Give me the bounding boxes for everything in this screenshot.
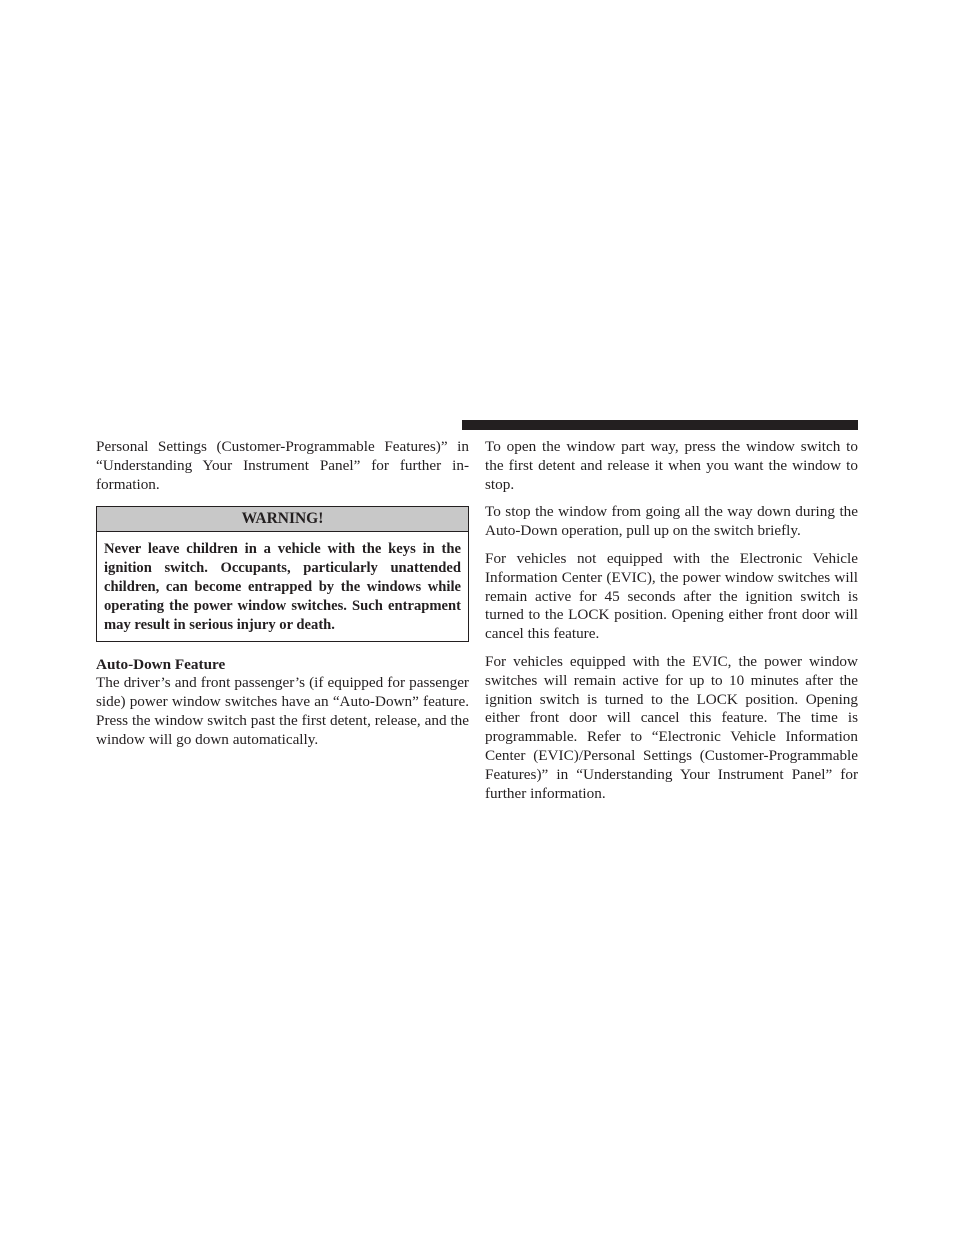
auto-down-paragraph: The driver’s and front passenger’s (if equipped for passenger side) power window switches have an “Auto-Down” feature. Press the window switch past the first detent, release, and the window will go down automatically. xyxy=(96,674,469,748)
section-header-bar xyxy=(462,420,858,430)
section-heading-auto-down: Auto-Down Feature xyxy=(96,656,226,674)
right-column xyxy=(485,438,858,812)
left-column xyxy=(96,438,469,759)
intro-paragraph: Personal Settings (Customer-Programmable Features)” in “Understanding Your Instrument Panel” for further information. xyxy=(96,438,469,493)
warning-title: WARNING! xyxy=(97,507,468,532)
warning-box xyxy=(96,506,469,642)
paragraph-open-part-way: To open the window part way, press the window switch to the first detent and release it when you want the window to stop. xyxy=(485,438,858,493)
warning-body: Never leave children in a vehicle with the keys in the ignition switch. Occupants, particularly unattended children, can become entrapped by the windows while operating the power window switches. Such entrapment may result in serious injury or death. xyxy=(104,541,461,634)
paragraph-no-evic: For vehicles not equipped with the Electronic Vehicle Information Center (EVIC), the power window switches will remain active for 45 seconds after the ignition switch is turned to the LOCK position. Opening either front door will cancel this feature. xyxy=(485,549,858,643)
paragraph-with-evic: For vehicles equipped with the EVIC, the power window switches will remain active for up to 10 minutes after the ignition switch is turned to the LOCK position. Opening either front door will cancel this feature. The time is programmable. Refer to “Electronic Vehicle Information Center (EVIC)/Personal Settings (Customer-Programmable Features)” in “Understanding Your Instrument Panel” for further information. xyxy=(485,652,858,802)
paragraph-stop-window: To stop the window from going all the way down during the Auto-Down operation, pull up on the switch briefly. xyxy=(485,503,858,540)
